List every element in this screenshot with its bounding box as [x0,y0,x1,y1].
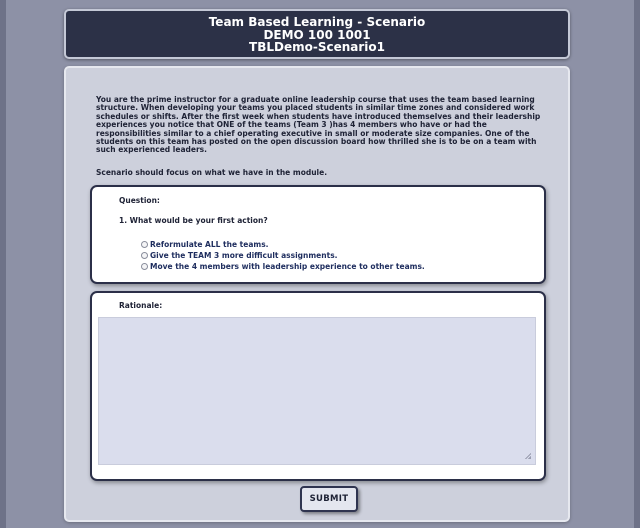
answer-options [141,239,425,272]
radio-button[interactable] [141,263,148,270]
resize-grip-icon[interactable] [525,453,531,459]
question-label: Question: [119,196,160,205]
main-panel [64,66,570,522]
question-text: 1. What would be your first action? [119,216,268,225]
right-edge [634,0,640,528]
scenario-id: TBLDemo-Scenario1 [249,40,385,54]
answer-option-label: Reformulate ALL the teams. [150,240,269,249]
question-card [90,185,546,284]
answer-option-label: Give the TEAM 3 more difficult assignments. [150,251,338,260]
answer-option-label: Move the 4 members with leadership experience to other teams. [150,262,425,271]
radio-button[interactable] [141,241,148,248]
scenario-text: You are the prime instructor for a graduate online leadership course that uses the team based learning structure. When developing your teams you placed students in similar time zones and considered work schedules or shifts. After the first week when students have introduced themselves and their leadership experiences you notice that ONE of the teams (Team 3 )has 4 members who have or had the responsibilities similar to a chief operating executive in small or moderate size companies. One of the students on this team has posted on the open discussion board how thrilled she is to be on a team with such experienced leaders. [96,95,541,155]
rationale-textarea[interactable] [98,317,536,465]
left-edge [0,0,6,528]
radio-button[interactable] [141,252,148,259]
answer-option[interactable] [141,250,425,261]
page-header [64,9,570,59]
answer-option[interactable] [141,261,425,272]
page-title: Team Based Learning - Scenario [208,15,426,29]
submit-button[interactable]: SUBMIT [300,486,358,512]
focus-note: Scenario should focus on what we have in the module. [96,168,328,177]
answer-option[interactable] [141,239,425,250]
rationale-label: Rationale: [119,301,163,310]
rationale-card [90,291,546,481]
course-code: DEMO 100 1001 [263,27,371,42]
